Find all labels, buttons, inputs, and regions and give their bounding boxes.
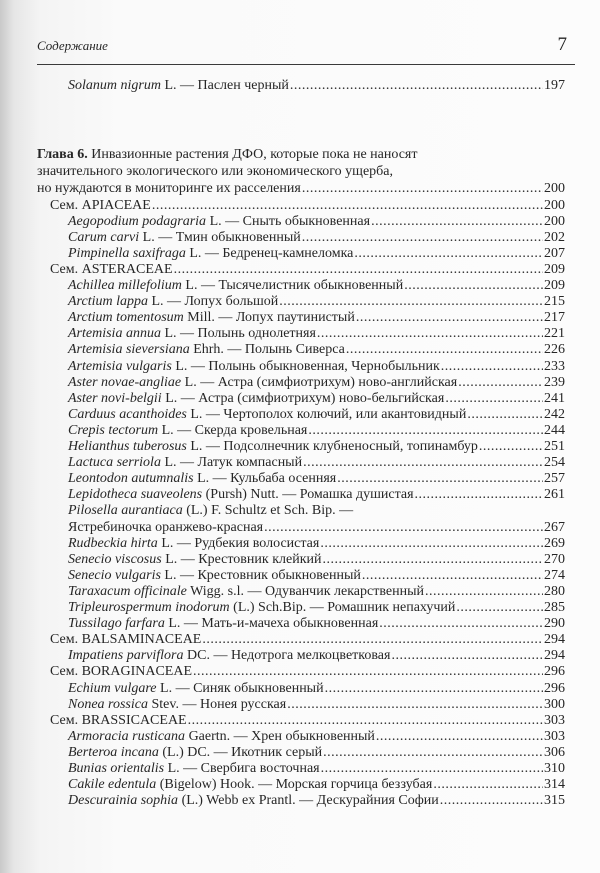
- chapter-heading-line-3[interactable]: [0, 181, 565, 197]
- leader-dots: [415, 487, 543, 503]
- latin-name: Bunias orientalis: [68, 761, 165, 776]
- entry-text: Сем. APIACEAE: [50, 197, 151, 213]
- entry-page: 303: [544, 728, 565, 744]
- entry-page: 202: [544, 229, 565, 245]
- page-number: 7: [557, 34, 567, 55]
- latin-name: Senecio vulgaris: [68, 567, 161, 583]
- toc-species-entry[interactable]: [0, 777, 565, 793]
- entry-page: 217: [544, 310, 565, 326]
- entry-text: (L.) Sch.Bip. — Ромашник непахучий: [229, 600, 456, 615]
- entry-page: 226: [544, 342, 565, 358]
- latin-name: Berteroa incana: [68, 744, 159, 760]
- toc-species-entry[interactable]: [0, 230, 565, 246]
- entry-text: Сем. BALSAMINACEAE: [50, 632, 202, 648]
- latin-name: Impatiens parviflora: [68, 648, 184, 664]
- toc-species-entry[interactable]: [0, 455, 565, 471]
- toc-species-entry[interactable]: [0, 359, 565, 375]
- entry-text: DC. — Недотрога мелкоцветковая: [183, 648, 391, 664]
- leader-dots: [290, 78, 543, 94]
- entry-page: 197: [544, 78, 565, 93]
- latin-name: Aegopodium podagraria: [68, 213, 207, 229]
- entry-text: L. — Тысячелистник обыкновенный: [181, 278, 404, 293]
- latin-name: Aster novi-belgii: [68, 390, 162, 406]
- entry-page: 209: [544, 278, 565, 293]
- entry-page: 233: [544, 358, 565, 374]
- entry-text: Mill. — Лопух паутинистый: [183, 310, 355, 326]
- entry-page: 215: [544, 294, 565, 310]
- latin-name: Aster novae-angliae: [68, 374, 182, 390]
- toc-family-entry[interactable]: [0, 664, 565, 680]
- entry-text: Ehrh. — Полынь Сиверса: [189, 342, 345, 358]
- toc-species-entry[interactable]: [0, 214, 565, 230]
- entry-page: 315: [544, 793, 565, 809]
- toc-species-entry[interactable]: [0, 681, 565, 697]
- latin-name: Armoracia rusticana: [68, 728, 186, 744]
- entry-text: L. — Сныть обыкновенная: [206, 213, 371, 229]
- entry-page: 306: [544, 744, 565, 760]
- leader-dots: [152, 198, 543, 214]
- latin-name: Nonea rossica: [68, 696, 148, 712]
- chapter-title-part: Инвазионные растения ДФО, которые пока не наносят: [87, 147, 418, 162]
- toc-species-entry[interactable]: [0, 342, 565, 358]
- latin-name: Tripleurospermum inodorum: [68, 600, 230, 615]
- entry-page: 209: [544, 261, 565, 277]
- entry-page: 310: [544, 761, 565, 776]
- entry-page: 285: [544, 600, 565, 615]
- latin-name: Carduus acanthoides: [68, 406, 187, 422]
- latin-name: Echium vulgare: [68, 680, 157, 696]
- latin-name: Rudbeckia hirta: [68, 535, 158, 551]
- entry-text: Stev. — Нонея русская: [147, 696, 287, 712]
- entry-text: L. — Крестовник обыкновенный: [160, 567, 361, 583]
- entry-page: 267: [544, 519, 565, 535]
- toc-family-entry[interactable]: [0, 632, 565, 648]
- toc-species-entry[interactable]: [0, 439, 565, 455]
- toc-species-entry[interactable]: [0, 487, 565, 503]
- entry-text: Сем. BRASSICACEAE: [50, 712, 187, 728]
- toc-species-entry[interactable]: [0, 246, 565, 262]
- entry-text: L. — Лопух большой: [147, 294, 279, 310]
- running-header-title: Содержание: [37, 38, 108, 53]
- toc-species-entry[interactable]: [0, 568, 565, 584]
- latin-name: Descurainia sophia: [68, 793, 179, 809]
- leader-dots: [425, 584, 543, 600]
- toc-species-entry[interactable]: [0, 793, 565, 809]
- leader-dots: [356, 310, 543, 326]
- running-header: [37, 36, 575, 65]
- entry-text: L. — Полынь обыкновенная, Чернобыльник: [171, 358, 440, 374]
- entry-page: 269: [544, 535, 565, 551]
- latin-name: Solanum nigrum: [68, 78, 161, 93]
- leader-dots: [456, 600, 543, 616]
- entry-text: L. — Бедренец-камнеломка: [185, 245, 354, 261]
- entry-page: 280: [544, 583, 565, 599]
- toc-species-entry[interactable]: [0, 648, 565, 664]
- leader-dots: [174, 262, 543, 278]
- leader-dots: [322, 552, 543, 568]
- latin-name: Lepidotheca suaveolens: [68, 487, 203, 503]
- toc-species-entry[interactable]: [0, 391, 565, 407]
- toc-species-entry[interactable]: [0, 520, 565, 536]
- entry-text: Ястребиночка оранжево-красная: [68, 519, 264, 535]
- latin-name: Cakile edentula: [68, 777, 157, 793]
- toc-entry[interactable]: [0, 78, 565, 94]
- toc-species-entry[interactable]: [0, 375, 565, 391]
- latin-name: Arctium tomentosum: [68, 310, 184, 326]
- latin-name: Artemisia sieversiana: [68, 342, 190, 358]
- entry-text: L. — Синяк обыкновенный: [156, 680, 324, 696]
- latin-name: Artemisia vulgaris: [68, 358, 172, 374]
- toc-species-entry[interactable]: [0, 326, 565, 342]
- entry-text: L. — Скерда кровельная: [158, 422, 308, 438]
- leader-dots: [346, 342, 543, 358]
- leader-dots: [188, 713, 543, 729]
- toc-species-entry[interactable]: [0, 697, 565, 713]
- chapter-heading-line-2[interactable]: [0, 164, 565, 180]
- entry-page: 261: [544, 487, 565, 503]
- chapter-heading-line-1[interactable]: [0, 147, 565, 163]
- entry-page: 303: [544, 712, 565, 728]
- toc-species-entry[interactable]: [0, 423, 565, 439]
- entry-text: L. — Астра (симфиотрихум) ново-бельгийская: [161, 390, 445, 406]
- leader-dots: [467, 407, 543, 423]
- toc-species-entry[interactable]: [0, 729, 565, 745]
- leader-dots: [479, 439, 543, 455]
- toc-species-entry[interactable]: [0, 294, 565, 310]
- latin-name: Taraxacum officinale: [68, 583, 187, 599]
- entry-text: L. — Рудбекия волосистая: [157, 535, 320, 551]
- leader-dots: [202, 632, 543, 648]
- latin-name: Pilosella aurantiaca: [68, 503, 183, 519]
- entry-page: 290: [544, 616, 565, 632]
- entry-page: 296: [544, 664, 565, 680]
- entry-page: 221: [544, 326, 565, 342]
- entry-text: (L.) Webb ex Prantl. — Дескурайния Софии: [178, 793, 439, 809]
- toc-species-entry[interactable]: [0, 600, 565, 616]
- leader-dots: [337, 471, 543, 487]
- latin-name: Tussilago farfara: [68, 616, 165, 632]
- entry-text: L. — Подсолнечник клубненосный, топинамбур: [186, 439, 478, 454]
- leader-dots: [371, 214, 543, 230]
- leader-dots: [264, 520, 543, 536]
- entry-text: L. — Свербига восточная: [164, 761, 320, 776]
- latin-name: Senecio viscosus: [68, 551, 162, 567]
- latin-name: Achillea millefolium: [68, 278, 182, 293]
- leader-dots: [391, 648, 543, 664]
- leader-dots: [193, 664, 543, 680]
- entry-text: L. — Астра (симфиотрихум) ново-английская: [181, 374, 458, 390]
- entry-page: 251: [544, 439, 565, 454]
- entry-page: 244: [544, 422, 565, 438]
- entry-text: (Bigelow) Hook. — Морская горчица беззубая: [156, 777, 433, 793]
- entry-page: 314: [544, 777, 565, 793]
- entry-page: 257: [544, 471, 565, 487]
- entry-text: L. — Крестовник клейкий: [161, 551, 322, 567]
- leader-dots: [433, 777, 543, 793]
- latin-name: Crepis tectorum: [68, 422, 159, 438]
- leader-dots: [441, 359, 543, 375]
- entry-page: 239: [544, 374, 565, 390]
- entry-text: L. — Полынь однолетняя: [160, 326, 316, 342]
- leader-dots: [321, 761, 543, 777]
- entry-page: 274: [544, 567, 565, 583]
- toc-species-entry[interactable]: [0, 552, 565, 568]
- leader-dots: [320, 536, 543, 552]
- entry-text: Wigg. s.l. — Одуванчик лекарственный: [186, 583, 424, 599]
- leader-dots: [323, 745, 543, 761]
- entry-text: L. — Латук компасный: [160, 455, 303, 471]
- entry-page: 294: [544, 648, 565, 664]
- toc-species-entry[interactable]: [0, 761, 565, 777]
- latin-name: Lactuca serriola: [68, 455, 161, 471]
- toc-species-entry[interactable]: [0, 278, 565, 294]
- leader-dots: [303, 455, 543, 471]
- entry-text: L. — Паслен черный: [160, 78, 289, 93]
- leader-dots: [445, 391, 543, 407]
- chapter-page: 200: [544, 181, 565, 196]
- toc-species-entry[interactable]: [0, 584, 565, 600]
- chapter-title-part: но нуждаются в мониторинге их расселения: [37, 181, 301, 196]
- entry-text: Сем. ASTERACEAE: [50, 261, 173, 277]
- leader-dots: [379, 616, 543, 632]
- latin-name: Artemisia annua: [68, 326, 161, 342]
- entry-page: 200: [544, 213, 565, 229]
- leader-dots: [317, 326, 543, 342]
- leader-dots: [279, 294, 543, 310]
- chapter-label: Глава 6.: [37, 147, 88, 162]
- leader-dots: [308, 423, 543, 439]
- latin-name: Pimpinella saxifraga: [68, 245, 186, 261]
- toc-species-entry[interactable]: [0, 745, 565, 761]
- entry-page: 207: [544, 245, 565, 261]
- entry-page: 296: [544, 680, 565, 696]
- entry-text: L. — Мать-и-мачеха обыкновенная: [164, 616, 379, 632]
- entry-page: 300: [544, 696, 565, 712]
- toc-species-entry[interactable]: [0, 310, 565, 326]
- toc-family-entry[interactable]: [0, 198, 565, 214]
- toc-family-entry[interactable]: [0, 262, 565, 278]
- leader-dots: [302, 230, 543, 246]
- leader-dots: [287, 697, 543, 713]
- leader-dots: [440, 793, 543, 809]
- toc-family-entry[interactable]: [0, 713, 565, 729]
- entry-text: Gaertn. — Хрен обыкновенный: [185, 728, 375, 744]
- leader-dots: [376, 729, 543, 745]
- entry-text: (Pursh) Nutt. — Ромашка душистая: [202, 487, 414, 503]
- leader-dots: [302, 181, 543, 197]
- toc-species-entry[interactable]: [0, 536, 565, 552]
- entry-page: 254: [544, 455, 565, 471]
- chapter-title-part: значительного экологического или экономического ущерба,: [37, 164, 394, 179]
- entry-page: 242: [544, 406, 565, 422]
- entry-text: (L.) F. Schultz et Sch. Bip. —: [182, 503, 354, 519]
- leader-dots: [325, 681, 543, 697]
- entry-text: L. — Чертополох колючий, или акантовидный: [186, 406, 467, 422]
- entry-text: Сем. BORAGINACEAE: [50, 664, 193, 680]
- leader-dots: [362, 568, 543, 584]
- toc-species-entry[interactable]: [0, 471, 565, 487]
- latin-name: Carum carvi: [68, 229, 140, 245]
- leader-dots: [404, 278, 543, 294]
- entry-page: 270: [544, 551, 565, 567]
- leader-dots: [458, 375, 543, 391]
- entry-text: L. — Тмин обыкновенный: [139, 229, 301, 245]
- entry-text: (L.) DC. — Икотник серый: [158, 744, 323, 760]
- entry-page: 294: [544, 632, 565, 648]
- latin-name: Leontodon autumnalis: [68, 471, 194, 487]
- leader-dots: [354, 246, 543, 262]
- toc-species-entry[interactable]: [0, 407, 565, 423]
- toc-species-entry[interactable]: [0, 616, 565, 632]
- entry-page: 200: [544, 197, 565, 213]
- entry-text: L. — Кульбаба осенняя: [193, 471, 337, 487]
- entry-page: 241: [544, 390, 565, 406]
- toc-species-entry[interactable]: [0, 503, 565, 519]
- latin-name: Helianthus tuberosus: [68, 439, 187, 454]
- latin-name: Arctium lappa: [68, 294, 148, 310]
